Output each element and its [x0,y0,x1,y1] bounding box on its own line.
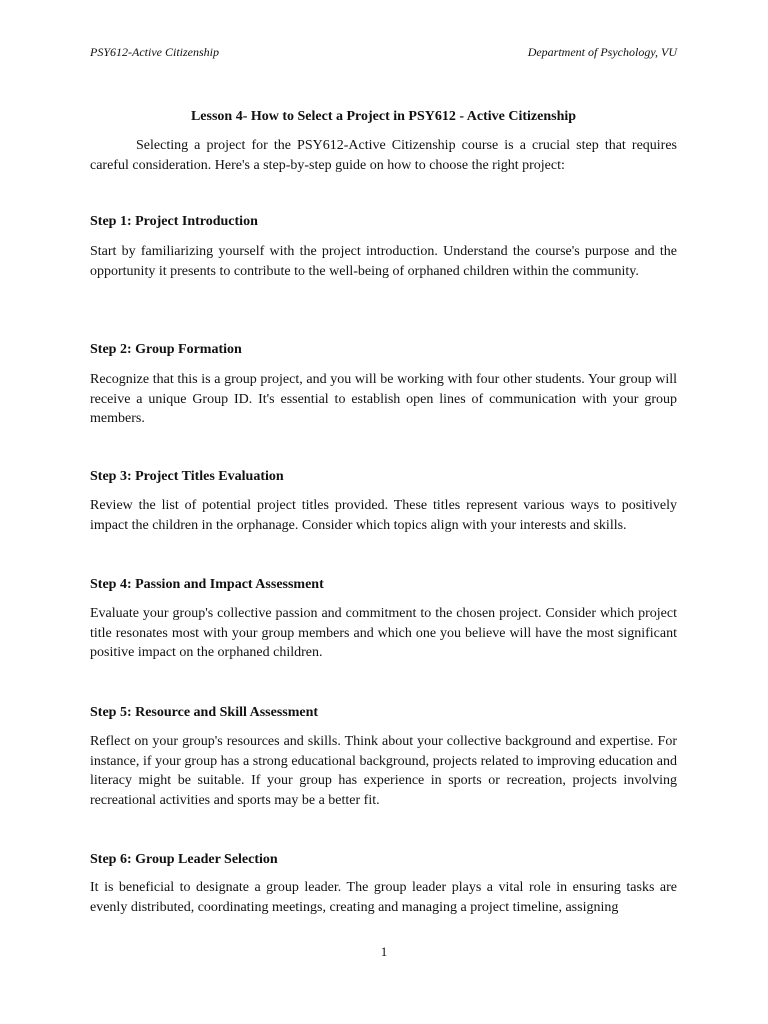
step-6-body: It is beneficial to designate a group leader. The group leader plays a vital role in ensuring tasks are evenly distributed, coordinating meetings, creating and managing a project timeline, assigning [90,880,677,915]
header-department: Department of Psychology, VU [527,45,677,59]
step-3-body: Review the list of potential project titles provided. These titles represent various ways to positively impact the children in the orphanage. Consider which topics align with your interests and skills. [90,498,677,533]
lesson-title: Lesson 4- How to Select a Project in PSY612 - Active Citizenship [190,109,577,124]
header-course-name: PSY612-Active Citizenship [90,45,219,59]
page-number: 1 [380,944,388,959]
intro-paragraph: Selecting a project for the PSY612-Active Citizenship course is a crucial step that requires careful consideration. Here's a step-by-step guide on how to choose the right project: [90,138,677,173]
step-2-body: Recognize that this is a group project, and you will be working with four other students. Your group will receive a unique Group ID. It's essential to establish open lines of communication with your group members. [90,372,677,427]
step-1-body: Start by familiarizing yourself with the project introduction. Understand the course's purpose and the opportunity it presents to contribute to the well-being of orphaned children within the community. [90,244,677,279]
step-2-heading: Step 2: Group Formation [90,342,242,357]
step-5-body: Reflect on your group's resources and skills. Think about your collective background and expertise. For instance, if your group has a strong educational background, projects related to improving education and literacy might be suitable. If your group has experience in sports or recreation, projects involving recreational activities and sports may be a better fit. [90,734,677,808]
step-4-heading: Step 4: Passion and Impact Assessment [90,577,324,592]
running-header [90,44,677,60]
step-1-heading: Step 1: Project Introduction [90,214,258,229]
step-5-heading: Step 5: Resource and Skill Assessment [90,705,319,720]
step-6-heading: Step 6: Group Leader Selection [90,852,278,867]
step-3-heading: Step 3: Project Titles Evaluation [90,469,284,484]
step-4-body: Evaluate your group's collective passion and commitment to the chosen project. Consider which project title resonates most with your group members and which one you believe will have the most significant positive impact on the orphaned children. [90,606,677,661]
